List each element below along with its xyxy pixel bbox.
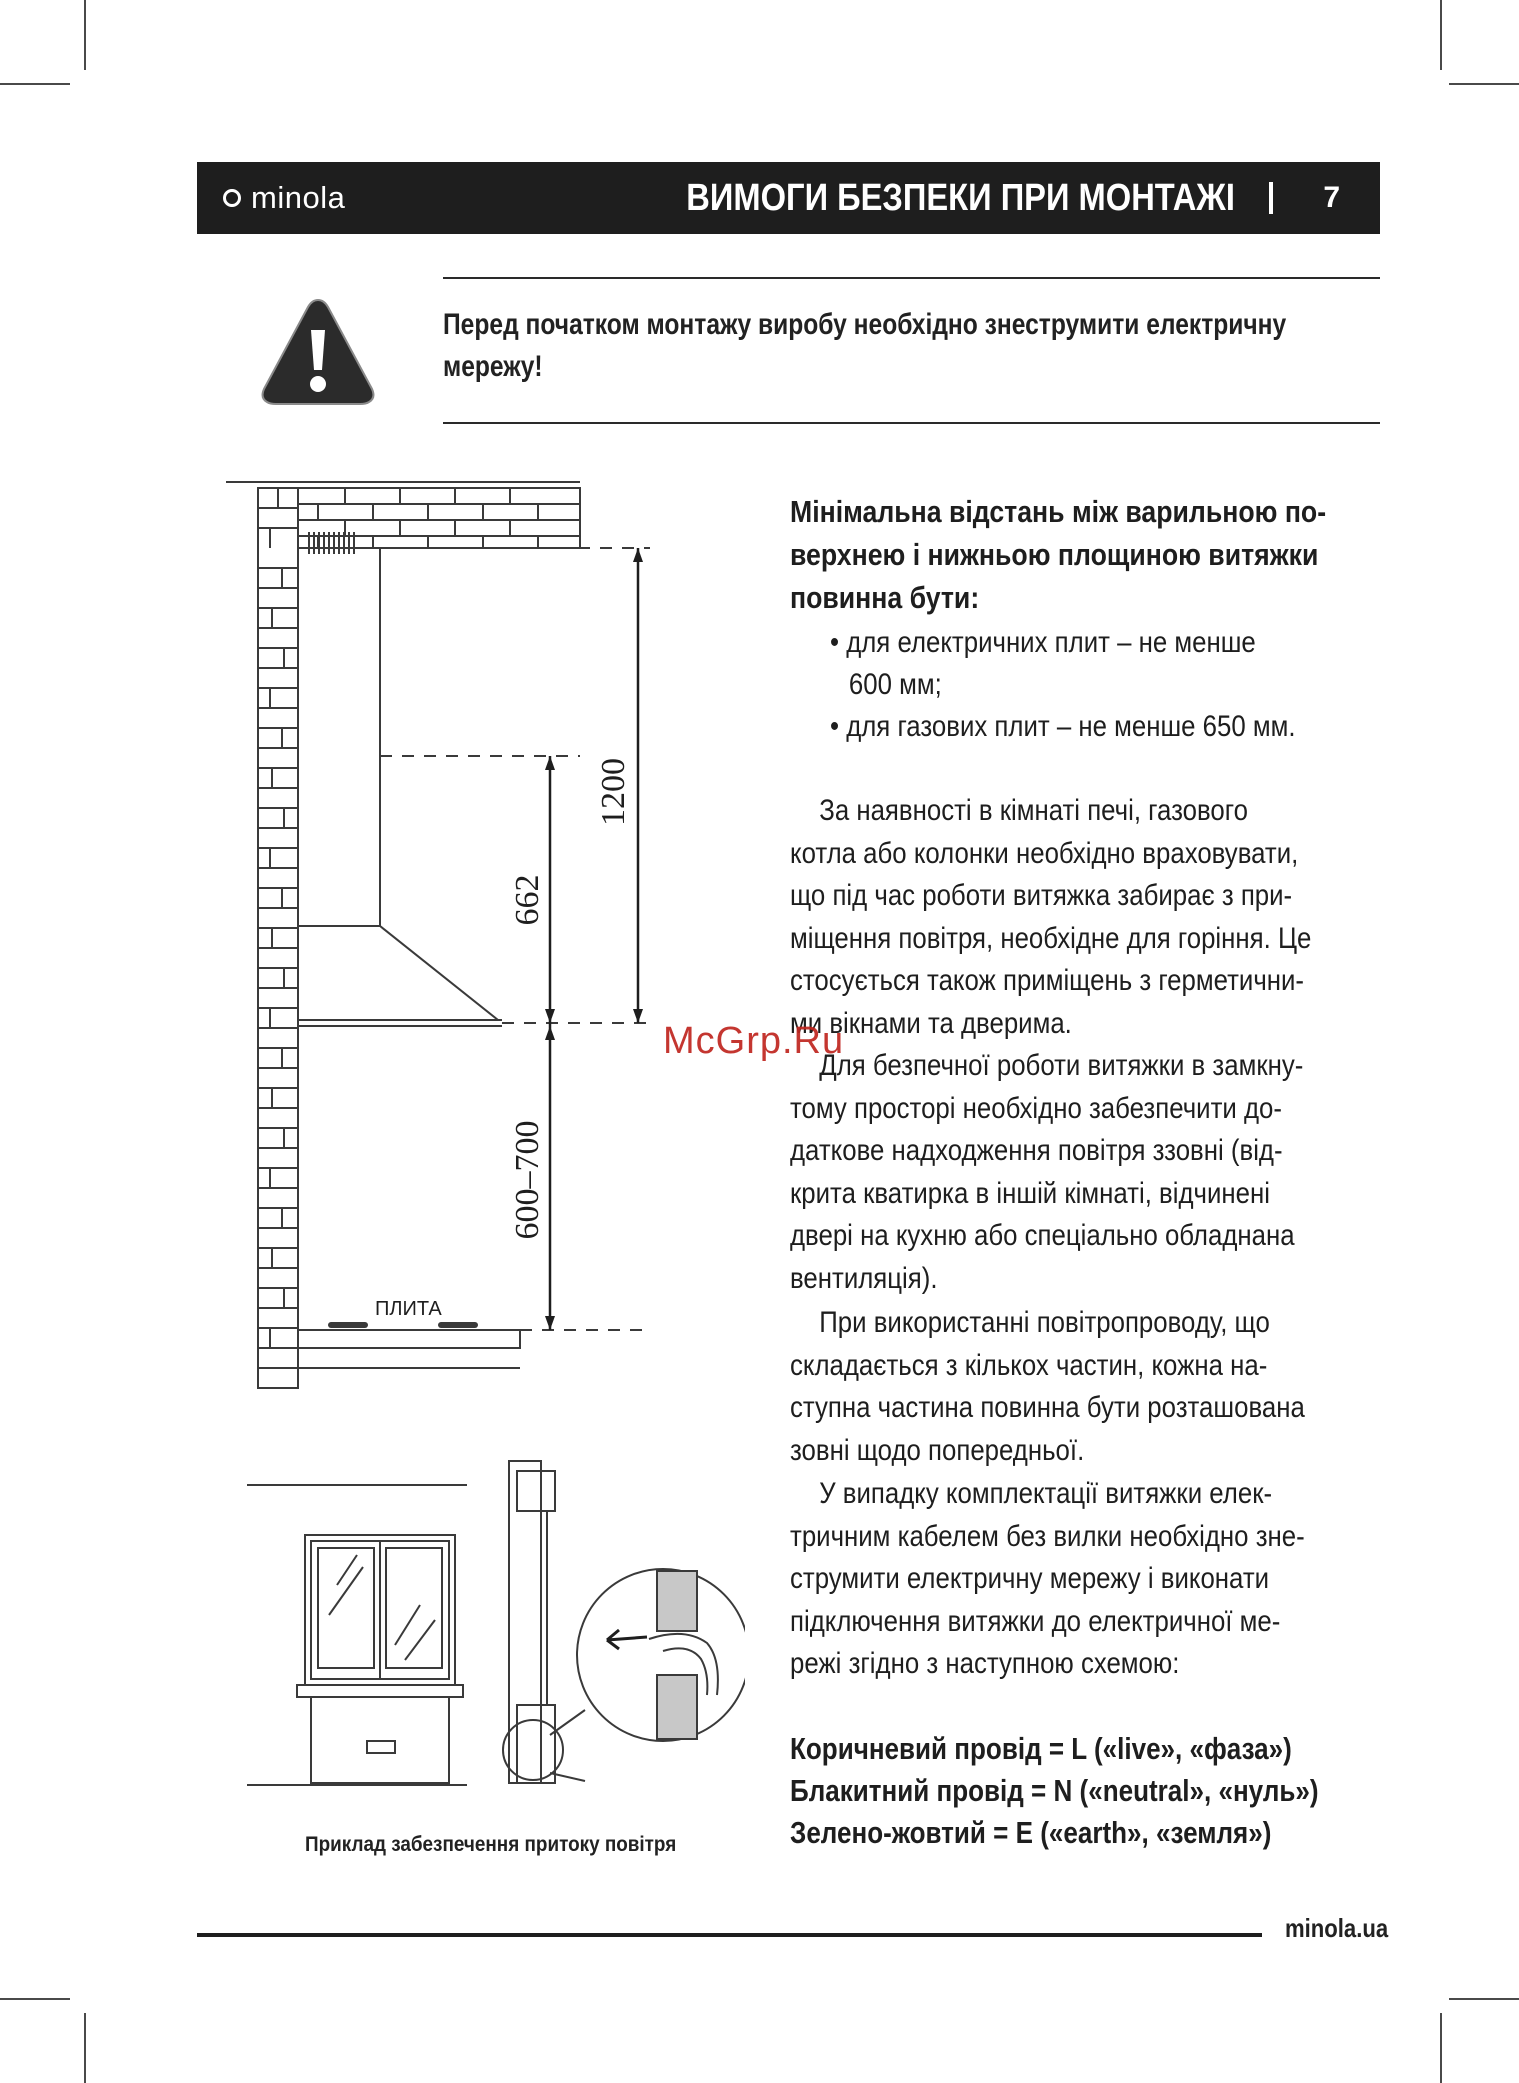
crop-mark xyxy=(84,2013,86,2083)
brand-logo xyxy=(223,178,345,218)
crop-mark xyxy=(1449,83,1519,85)
installation-diagram xyxy=(220,470,660,1390)
paragraph-line: За наявності в кімнаті печі, газового xyxy=(819,794,1248,827)
crop-mark xyxy=(1440,0,1442,70)
warning-line: Перед початком монтажу виробу необхідно знеструмити електричну xyxy=(443,308,1287,341)
paragraph-line: ми вікнами та дверима. xyxy=(790,1006,1072,1040)
paragraph-ventilation xyxy=(790,1045,1380,1300)
divider xyxy=(443,277,1380,279)
list-item-continuation: 600 мм; xyxy=(848,668,942,701)
paragraph-line: тому просторі необхідно забезпечити до- xyxy=(790,1091,1282,1125)
crop-mark xyxy=(84,0,86,70)
min-distance-title xyxy=(790,490,1380,619)
page-title: ВИМОГИ БЕЗПЕКИ ПРИ МОНТАЖІ xyxy=(686,177,1235,219)
title-line: повинна бути: xyxy=(790,580,980,615)
crop-mark xyxy=(1440,2013,1442,2083)
warning-line: мережу! xyxy=(443,350,543,383)
warning-icon xyxy=(258,294,378,412)
list-item: • для електричних плит – не менше xyxy=(830,626,1256,659)
wire-green-yellow: Зелено-жовтий = E («earth», «земля») xyxy=(790,1815,1272,1850)
paragraph-line: тричним кабелем без вилки необхідно зне- xyxy=(790,1519,1305,1553)
divider xyxy=(443,422,1380,424)
paragraph-line: режі згідно з наступною схемою: xyxy=(790,1647,1180,1680)
paragraph-line: ступна частина повинна бути розташована xyxy=(790,1391,1305,1424)
wire-brown: Коричневий провід = L («live», «фаза») xyxy=(790,1731,1292,1766)
footer-divider xyxy=(197,1933,1262,1937)
watermark: McGrp.Ru xyxy=(663,1020,845,1062)
stove-label: ПЛИТА xyxy=(375,1298,442,1320)
paragraph-line: крита кватирка в іншій кімнаті, відчинені xyxy=(790,1176,1270,1210)
title-line: Мінімальна відстань між варильною по- xyxy=(790,494,1327,529)
wire-blue: Блакитний провід = N («neutral», «нуль») xyxy=(790,1773,1319,1808)
illustration-caption: Приклад забезпечення притоку повітря xyxy=(305,1833,677,1856)
paragraph-line: Для безпечної роботи витяжки в замкну- xyxy=(819,1049,1304,1082)
paragraph-duct xyxy=(790,1302,1380,1472)
paragraph-line: що під час роботи витяжка забирає з при- xyxy=(790,879,1293,912)
page-header xyxy=(197,162,1380,234)
wiring-scheme xyxy=(790,1728,1380,1854)
dim-gap-label: 600–700 xyxy=(509,1120,546,1240)
paragraph-line: струмити електричну мережу і виконати xyxy=(790,1562,1270,1595)
paragraph-heating xyxy=(790,790,1380,1045)
bullet-list xyxy=(830,622,1420,748)
paragraph-line: даткове надходження повітря ззовні (від- xyxy=(790,1134,1283,1167)
paragraph-line: При використанні повітропроводу, що xyxy=(819,1306,1270,1339)
paragraph-line: котла або колонки необхідно враховувати, xyxy=(790,836,1299,870)
page-number: 7 xyxy=(1323,181,1340,214)
paragraph-line: двері на кухню або спеціально обладнана xyxy=(790,1219,1295,1252)
logo-text: minola xyxy=(251,180,346,215)
dim-hood-label: 662 xyxy=(509,874,546,926)
paragraph-line: міщення повітря, необхідне для горіння. Це xyxy=(790,921,1312,955)
crop-mark xyxy=(0,83,70,85)
footer-url[interactable]: minola.ua xyxy=(1285,1913,1389,1943)
air-supply-illustration xyxy=(245,1455,745,1795)
header-separator xyxy=(1269,182,1273,214)
paragraph-line: складається з кількох частин, кожна на- xyxy=(790,1348,1268,1382)
warning-message xyxy=(443,304,1380,388)
paragraph-cable xyxy=(790,1473,1380,1686)
paragraph-line: стосується також приміщень з герметични- xyxy=(790,964,1305,997)
paragraph-line: У випадку комплектації витяжки елек- xyxy=(819,1477,1273,1510)
dim-total-label: 1200 xyxy=(595,758,632,826)
paragraph-line: зовні щодо попередньої. xyxy=(790,1433,1085,1467)
title-line: верхнею і нижньою площиною витяжки xyxy=(790,537,1319,572)
crop-mark xyxy=(1449,1998,1519,2000)
paragraph-line: підключення витяжки до електричної ме- xyxy=(790,1604,1281,1638)
list-item: • для газових плит – не менше 650 мм. xyxy=(830,710,1296,743)
logo-ring-icon xyxy=(223,189,241,207)
crop-mark xyxy=(0,1998,70,2000)
paragraph-line: вентиляція). xyxy=(790,1261,938,1295)
